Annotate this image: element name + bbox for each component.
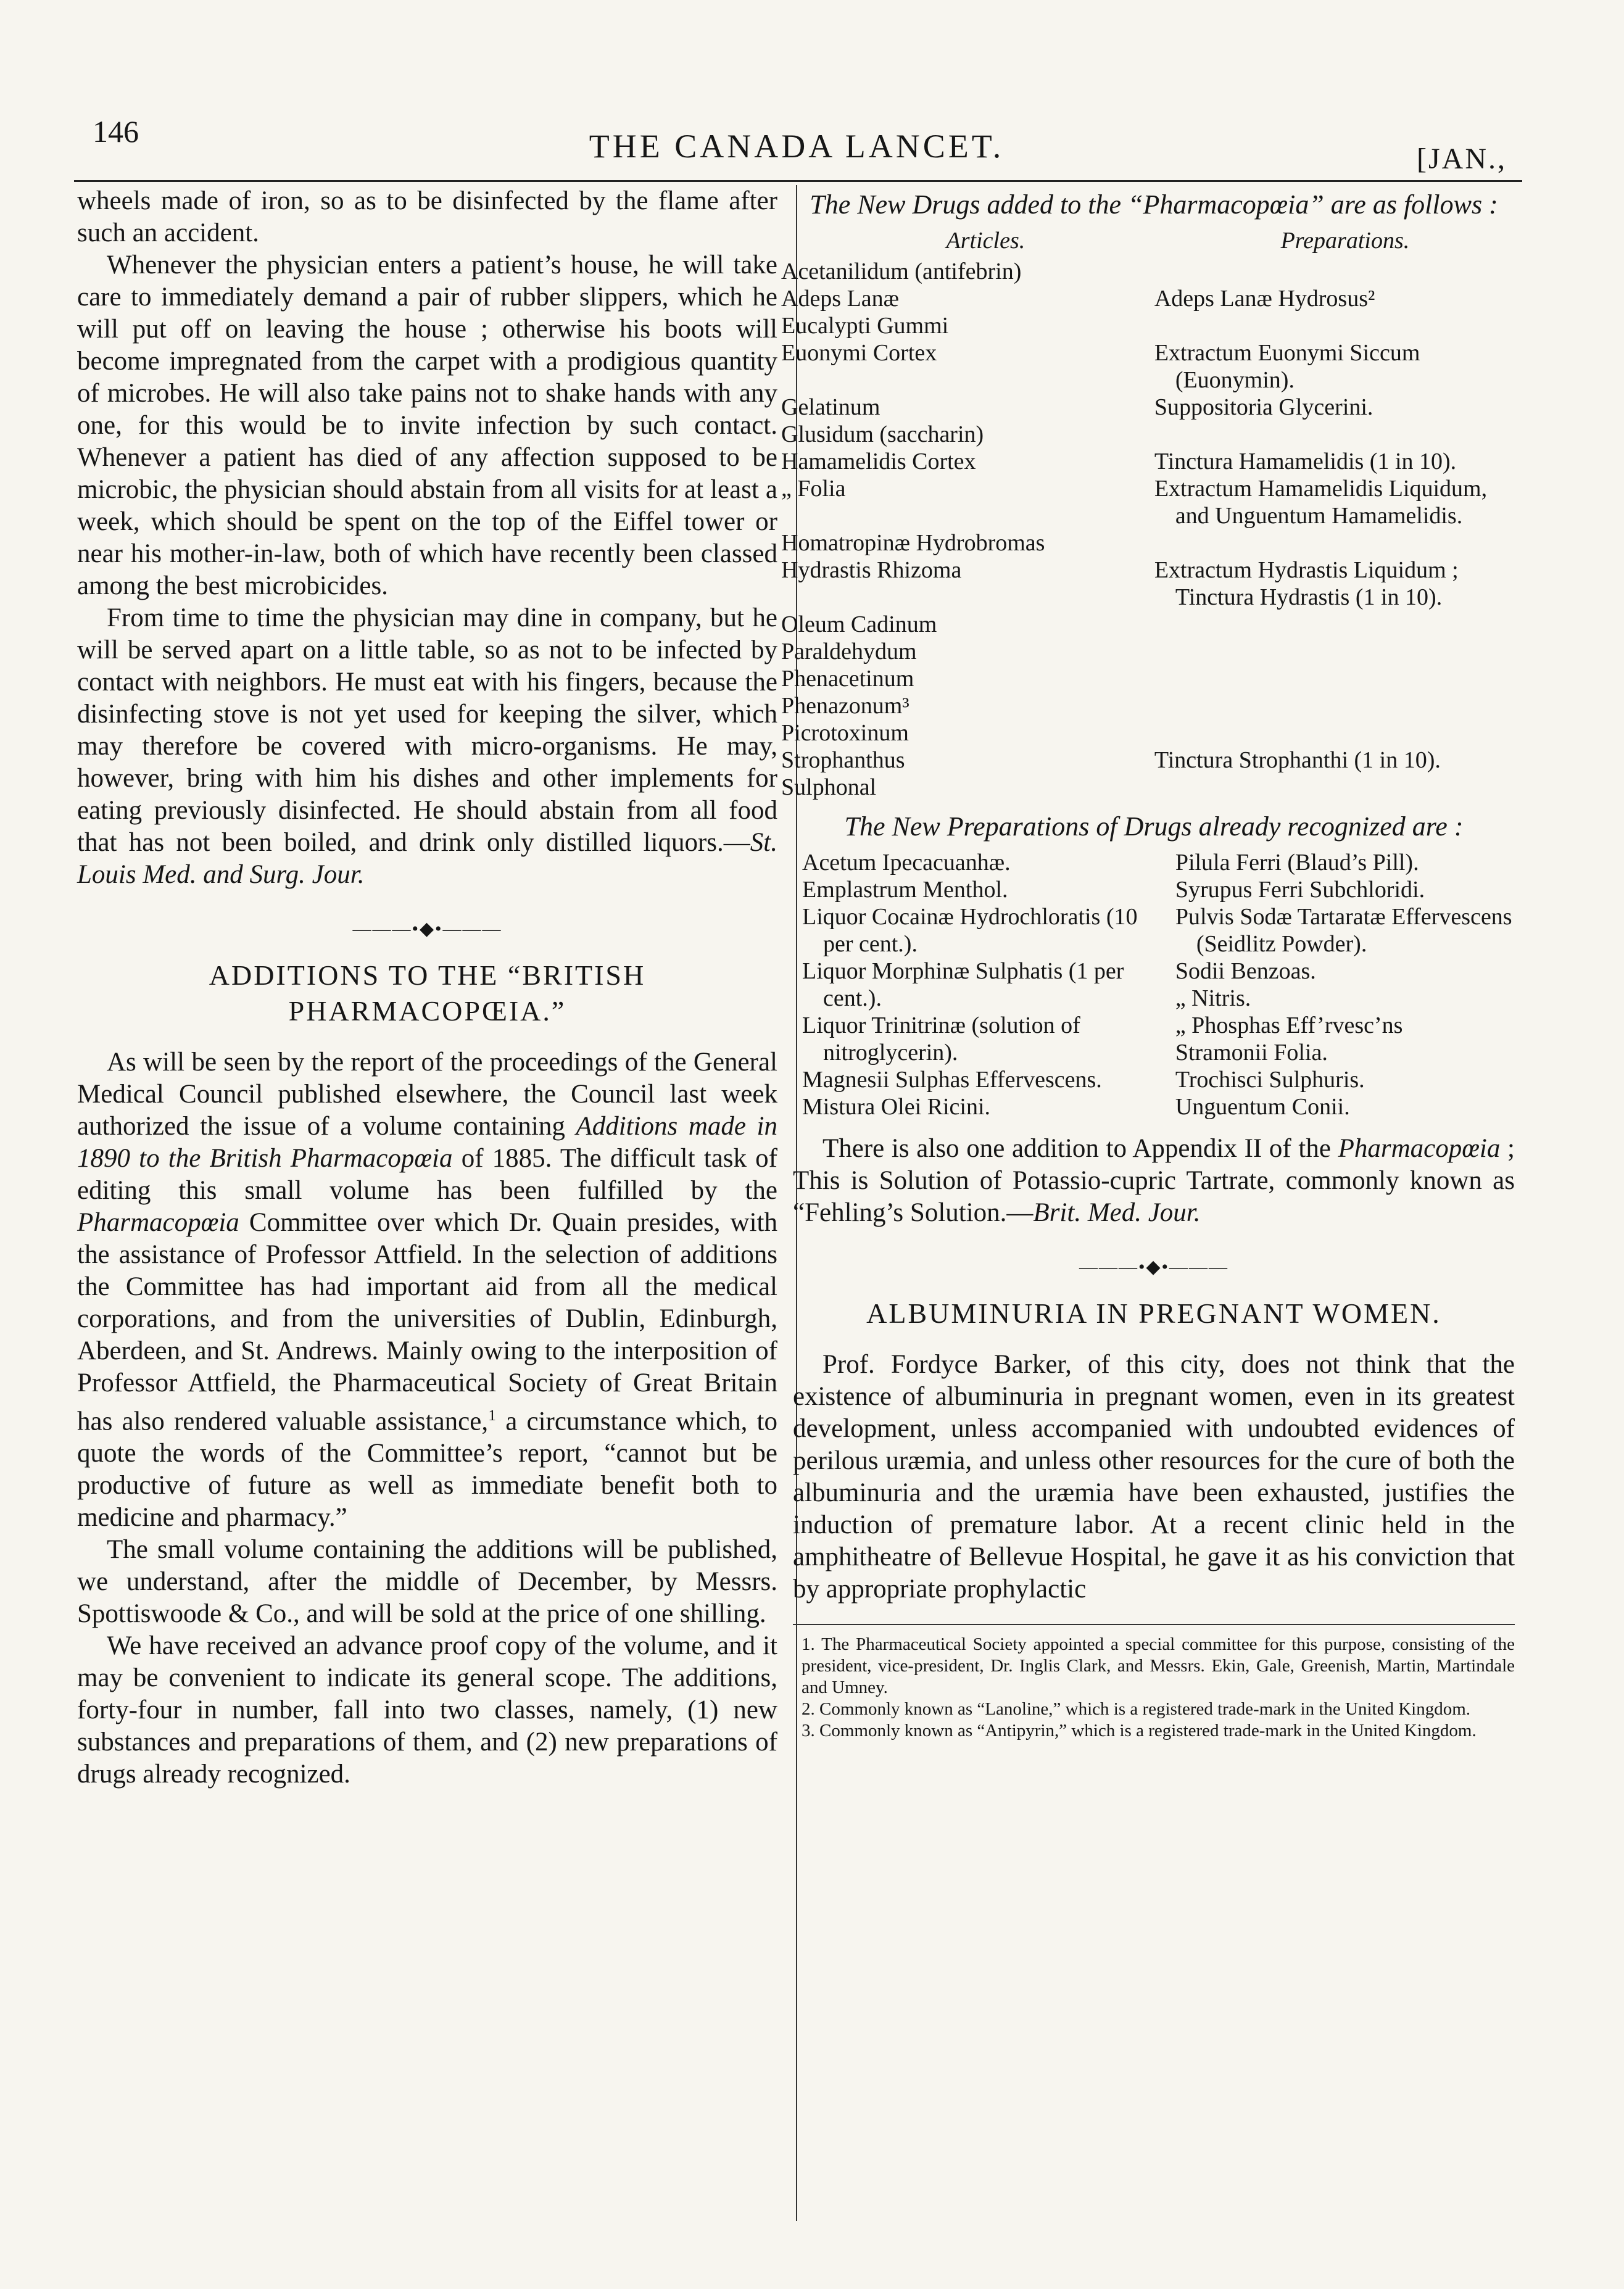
drug-article: Homatropinæ Hydrobromas xyxy=(781,530,1045,556)
source-citation: Brit. Med. Jour. xyxy=(1033,1198,1201,1227)
preparation-item: Pulvis Sodæ Tartaratæ Effervescens (Seidlitz Powder). xyxy=(1175,904,1512,957)
drug-row xyxy=(781,312,1515,339)
drug-article: Adeps Lanæ xyxy=(781,286,900,312)
drug-row xyxy=(781,448,1515,475)
drug-article: Glusidum (saccharin) xyxy=(781,421,984,447)
left-column xyxy=(77,185,777,1790)
drug-row xyxy=(781,339,1515,394)
drug-rows xyxy=(781,258,1515,801)
drug-row xyxy=(781,475,1515,529)
preparations-list xyxy=(793,849,1515,1120)
drug-article: Eucalypti Gummi xyxy=(781,313,949,339)
footnote: 2. Commonly known as “Lanoline,” which is a registered trade-mark in the United Kingdom. xyxy=(802,1699,1471,1719)
column-header-articles: Articles. xyxy=(946,228,1025,254)
preparation-item: Liquor Morphinæ Sulphatis (1 per cent.). xyxy=(802,958,1124,1011)
drug-row xyxy=(781,557,1515,611)
drug-row xyxy=(781,638,1515,665)
preparation-item: Syrupus Ferri Subchloridi. xyxy=(1175,877,1425,903)
drug-preparation: Suppositoria Glycerini. xyxy=(1154,394,1373,420)
drug-preparation xyxy=(1169,421,1515,448)
drug-article: Phenazonum³ xyxy=(781,693,909,719)
drug-article: Paraldehydum xyxy=(781,639,917,664)
preparation-item: Unguentum Conii. xyxy=(1175,1094,1350,1120)
footnote: 1. The Pharmaceutical Society appointed a special committee for this purpose, consisting of the president, vice-president, Dr. Inglis Clark, and Messrs. Ekin, Gale, Greenish, Martin, Martindale and Umney. xyxy=(802,1634,1515,1697)
drug-preparation: Extractum Hamamelidis Liquidum, and Unguentum Hamamelidis. xyxy=(1154,476,1488,529)
running-header xyxy=(74,105,1519,173)
drug-article: Strophanthus xyxy=(781,747,905,773)
source-citation: St. Louis Med. and Surg. Jour. xyxy=(77,828,777,889)
preparation-item: „ Nitris. xyxy=(1175,985,1251,1011)
preparation-item: Acetum Ipecacuanhæ. xyxy=(802,850,1011,875)
paragraph: Whenever the physician enters a patient’s house, he will take care to immediately demand a pair of rubber slippers, which he will put off on leaving the house ; otherwise his boots will become impregnated from the carpet with a prodigious quantity of microbes. He will also take pains not to shake hands with any one, for this would be to invite infection by such contact. Whenever a patient has died of any affection supposed to be microbic, the physician should abstain from all visits for at least a week, which should be spent on the top of the Eiffel tower or near his mother-in-law, both of which have recently been classed among the best microbicides. xyxy=(77,250,777,600)
drug-preparation xyxy=(1169,665,1515,692)
column-header-preparations: Preparations. xyxy=(1280,228,1410,254)
drug-preparation xyxy=(1169,529,1515,557)
preparation-item: Trochisci Sulphuris. xyxy=(1175,1067,1365,1093)
drug-row xyxy=(781,611,1515,638)
header-rule xyxy=(74,180,1522,182)
preparation-item: Liquor Trinitrinæ (solution of nitroglycerin). xyxy=(802,1012,1080,1066)
preparation-item: Liquor Cocainæ Hydrochloratis (10 per cent.). xyxy=(802,904,1138,957)
footnote-marker: 1 xyxy=(488,1406,497,1424)
preparation-item: Pilula Ferri (Blaud’s Pill). xyxy=(1175,850,1419,875)
drug-preparation xyxy=(1169,638,1515,665)
drugs-table xyxy=(781,227,1515,801)
drug-article: Oleum Cadinum xyxy=(781,611,937,637)
preparations-title: The New Preparations of Drugs already recognized are : xyxy=(844,811,1464,842)
drug-row xyxy=(781,747,1515,774)
section-ornament: ———•◆•——— xyxy=(1079,1257,1229,1277)
preparation-item: Magnesii Sulphas Effervescens. xyxy=(802,1067,1102,1093)
issue-date: [JAN., xyxy=(1417,143,1507,175)
drug-preparation: Tinctura Hamamelidis (1 in 10). xyxy=(1154,449,1457,474)
drug-preparation: Tinctura Strophanthi (1 in 10). xyxy=(1154,747,1441,773)
paragraph: There is also one addition to Appendix II of the Pharmacopœia ; This is Solution of Potassio-cupric Tartrate, commonly known as “Fehling’s Solution.—Brit. Med. Jour. xyxy=(793,1134,1515,1227)
drug-row xyxy=(781,665,1515,692)
right-column xyxy=(781,185,1515,1742)
drug-row xyxy=(781,692,1515,719)
drug-row xyxy=(781,719,1515,747)
paragraph: From time to time the physician may dine in company, but he will be served apart on a little table, so as not to be infected by contact with neighbors. He must eat with his fingers, because the disinfecting stove is not yet used for keeping the silver, which may therefore be covered with micro-organisms. He may, however, bring with him his dishes and other implements for eating previously disinfected. He should abstain from all food that has not been boiled, and drink only distilled liquors.—St. Louis Med. and Surg. Jour. xyxy=(77,603,777,889)
journal-title: THE CANADA LANCET. xyxy=(589,128,1005,165)
paragraph: wheels made of iron, so as to be disinfected by the flame after such an accident. xyxy=(77,186,777,247)
paragraph: The small volume containing the additions will be published, we understand, after the middle of December, by Messrs. Spottiswoode & Co., and will be sold at the price of one shilling. xyxy=(77,1535,777,1629)
footnote-rule xyxy=(793,1624,1515,1625)
preparation-item: Mistura Olei Ricini. xyxy=(802,1094,991,1120)
drug-article: Picrotoxinum xyxy=(781,720,909,746)
drug-preparation xyxy=(1169,258,1515,285)
drug-row xyxy=(781,258,1515,285)
drug-row xyxy=(781,285,1515,312)
footnotes xyxy=(793,1634,1515,1742)
paragraph: We have received an advance proof copy of the volume, and it may be convenient to indicate its general scope. The additions, forty-four in number, fall into two classes, namely, (1) new substances and preparations of them, and (2) new preparations of drugs already recognized. xyxy=(77,1631,777,1789)
preparation-item: Sodii Benzoas. xyxy=(1175,958,1316,984)
page-number: 146 xyxy=(93,114,139,149)
drug-article: „ Folia xyxy=(781,476,846,502)
drug-article: Euonymi Cortex xyxy=(781,340,937,366)
paragraph: Prof. Fordyce Barker, of this city, does not think that the existence of albuminuria in pregnant women, even in its greatest development, unless accompanied with undoubted evidences of perilous uræmia, and unless other resources for the cure of both the albuminuria and the uræmia have been exhausted, justifies the induction of premature labor. At a recent clinic held in the amphitheatre of Bellevue Hospital, he gave it as his conviction that by appropriate prophylactic xyxy=(793,1350,1515,1604)
footnote: 3. Commonly known as “Antipyrin,” which is a registered trade-mark in the United Kingdom. xyxy=(802,1721,1477,1741)
drug-preparation xyxy=(1169,774,1515,801)
drug-preparation xyxy=(1169,692,1515,719)
drug-row xyxy=(781,774,1515,801)
drug-article: Phenacetinum xyxy=(781,666,914,692)
drug-row xyxy=(781,529,1515,557)
section-ornament: ———•◆•——— xyxy=(352,919,502,939)
paragraph: As will be seen by the report of the proceedings of the General Medical Council published elsewhere, the Council last week authorized the issue of a volume containing Additions made in 1890 to the British Pharmacopœia of 1885. The difficult task of editing this small volume has been fulfilled by the Pharmacopœia Committee over which Dr. Quain presides, with the assistance of Professor Attfield. In the selection of additions the Committee has had important aid from all the medical corporations, and from the universities of Dublin, Edinburgh, Aberdeen, and St. Andrews. Mainly owing to the interposition of Professor Attfield, the Pharmaceutical Society of Great Britain has also rendered valuable assistance,$^1$ a circumstance which, to quote the words of the Committee’s report, “cannot but be productive of future as well as immediate benefit both to medicine and pharmacy.” xyxy=(77,1048,778,1533)
drug-row xyxy=(781,394,1515,421)
preparations-list-right xyxy=(1169,849,1515,1120)
drug-article: Acetanilidum (antifebrin) xyxy=(781,259,1022,284)
preparation-item: „ Phosphas Eff’rvesc’ns xyxy=(1175,1012,1403,1038)
drugs-table-title: The New Drugs added to the “Pharmacopœia” are as follows : xyxy=(810,189,1498,220)
drug-preparation xyxy=(1169,611,1515,638)
section-heading: ALBUMINURIA IN PREGNANT WOMEN. xyxy=(866,1298,1441,1329)
drug-preparation: Extractum Euonymi Siccum (Euonymin). xyxy=(1154,340,1420,393)
preparations-list-left xyxy=(793,849,1169,1120)
preparation-item: Emplastrum Menthol. xyxy=(802,877,1008,903)
drug-preparation: Extractum Hydrastis Liquidum ; Tinctura Hydrastis (1 in 10). xyxy=(1154,557,1459,610)
section-heading: ADDITIONS TO THE “BRITISH PHARMACOPŒIA.” xyxy=(209,959,646,1027)
drug-preparation: Adeps Lanæ Hydrosus² xyxy=(1154,286,1375,312)
drug-article: Hamamelidis Cortex xyxy=(781,449,976,474)
drug-article: Gelatinum xyxy=(781,394,880,420)
drug-row xyxy=(781,421,1515,448)
drug-preparation xyxy=(1169,312,1515,339)
drug-article: Hydrastis Rhizoma xyxy=(781,557,962,583)
drug-preparation xyxy=(1169,719,1515,747)
drug-article: Sulphonal xyxy=(781,774,877,800)
preparation-item: Stramonii Folia. xyxy=(1175,1040,1328,1066)
